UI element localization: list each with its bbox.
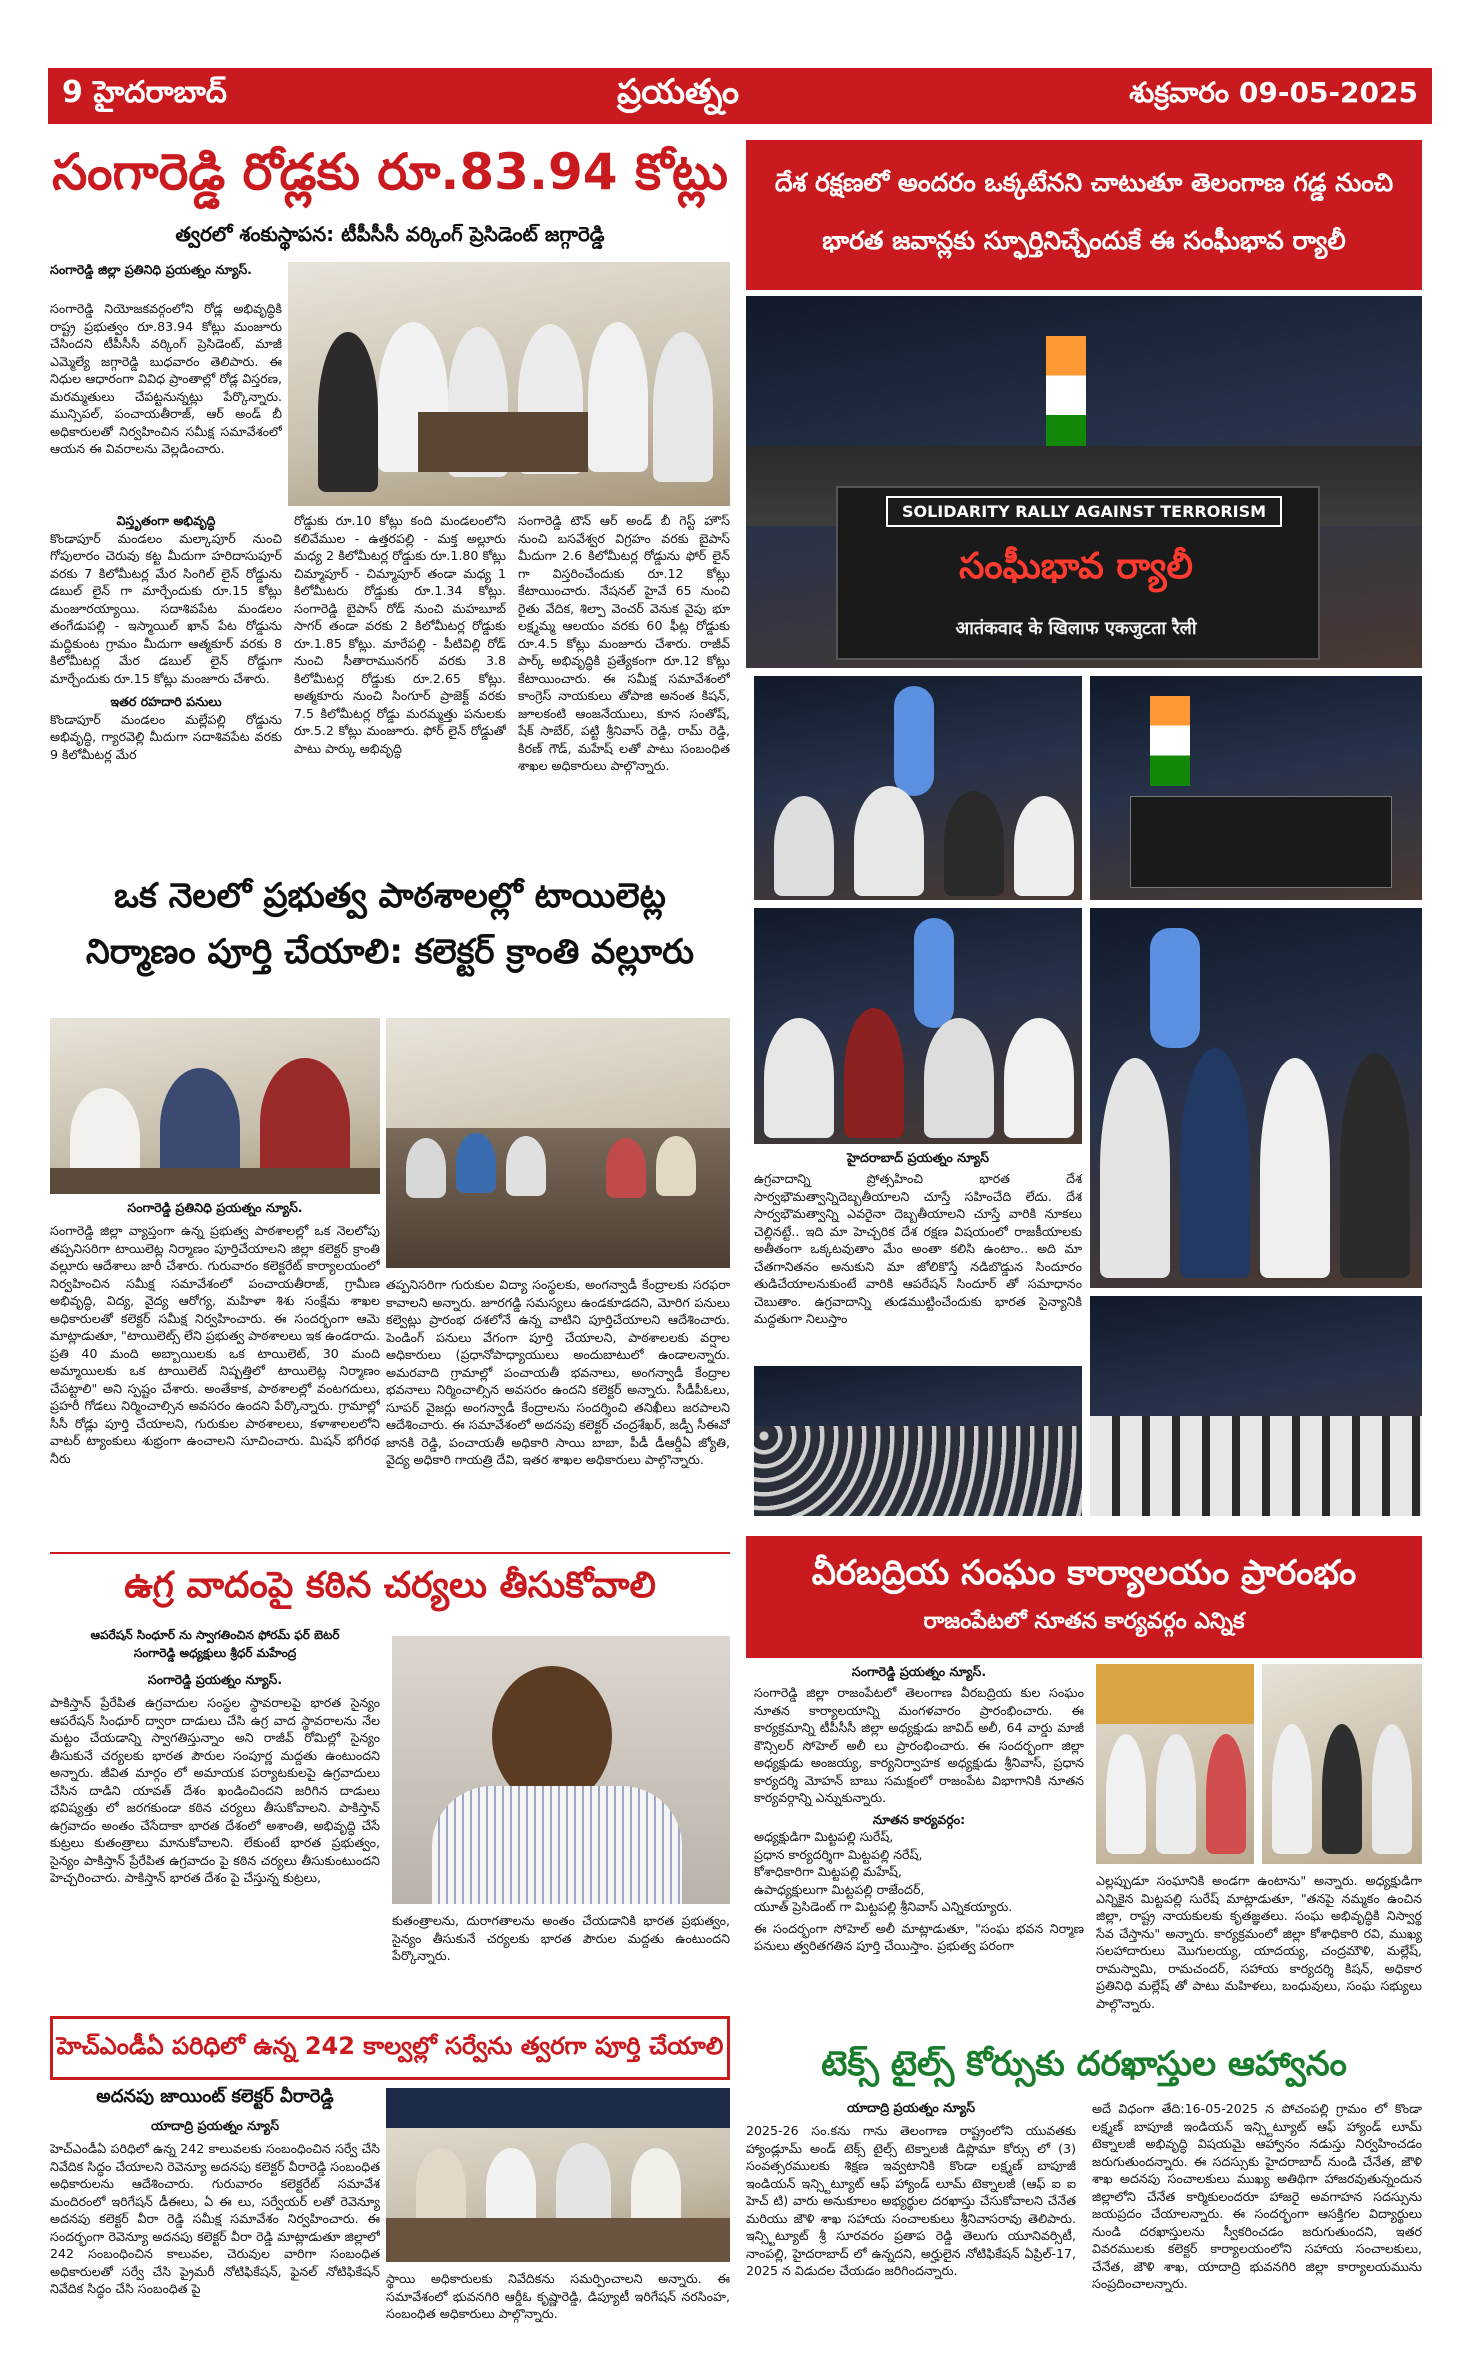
- story4-col1: హెచ్ఎండీఏ పరిధిలో ఉన్న 242 కాలువలకు సంబంధించిన సర్వే చేసి నివేదిక సిద్ధం చేయాలని రెవెన్యూ అదనపు కలెక్టర్ వీరారెడ్డి సంబంధిత అధికారులను ఆదేశించారు. గురువారం కలెక్టరేట్ సమావేశ మందిరంలో ఇరిగేషన్ డీఈలు, ఏ ఈ లు, సర్వేయర్ లతో రెవెన్యూ అదనపు కలెక్టర్ వీరా రెడ్డి సమీక్ష సమావేశం నిర్వహించారు. ఈ సందర్భంగా రెవెన్యూ అదనపు కలెక్టర్ వీరా రెడ్డి మాట్లాడుతూ జిల్లాలో 242 సంబంధించిన కాలువల, చెరువుల వారిగా సంబంధిత అధికారులతో సర్వే చేసి ప్రైమరీ నోటిఫికేషన్, ఫైనల్ నోటిఫికేషన్ నివేదిక సిద్ధం చేసి సంబంధిత పై: [50, 2141, 380, 2296]
- story6-col2: ఎల్లప్పుడూ సంఘానికి అండగా ఉంటాను" అన్నారు. అధ్యక్షుడిగా ఎన్నికైన మిట్టపల్లి సురేష్ మాట్లాడుతూ, "తనపై నమ్మకం ఉంచిన జిల్లా, రాష్ట్ర నాయకులకు కృతజ్ఞతలు. సంఘ అభివృద్ధికి నిస్వార్థ సేవ చేస్తాను" అన్నారు. కార్యక్రమంలో జిల్లా కోశాధికారి రవి, ముఖ్య సలహాదారులు మొగులయ్య, యాదయ్య, చంద్రమౌళి, మల్లేష్, రామస్వామి, రామచందర్, సహాయ కార్యదర్శి కిషన్, అధికార ప్రతినిధి మల్లేష్ తో పాటు మహిళలు, బంధువులు, సంఘ సభ్యులు పాల్గొన్నారు.: [1096, 1873, 1422, 2011]
- story5-main-rally-photo: [746, 296, 1422, 668]
- story5-headline-2: భారత జవాన్లకు స్ఫూర్తినిచ్చేందుకే ఈ సంఘీభావ ర్యాలీ: [822, 226, 1346, 255]
- story6-col1: [754, 1684, 1084, 2024]
- story7-col2: అదే విధంగా తేది:16-05-2025 న పోచంపల్లి గ్రామం లో కొండా లక్ష్మణ్ బాపూజీ ఇండియన్ ఇన్స్టిట్యూట్ ఆఫ్ హ్యాండ్ లూమ్ టెక్నాలజీ అభివృద్ధి విషయమై ఆహ్వానం నడుస్తు నిర్వహించడం జరుగుతుందన్నారు. ఈ సదస్సుకు హైదరాబాద్ నుండి చేనేత, జౌళి శాఖ అదనపు సంచాలకులు ముఖ్య అతిథిగా హాజరవుతున్నందున జిల్లాలోని చేనేత కార్మికులందరూ హాజరై అవగాహన సదస్సును జయప్రదం చేయాలన్నారు. ఈ సందర్భంగా ఆసక్తిగల విద్యార్థులు నుండి దరఖాస్తులను స్వీకరించడం జరుగుతుందని, ఇతర వివరములకు కలెక్టర్ కార్యాలయంలోని సహాయ సంచాలకులు, చేనేత, జౌళి శాఖ, యాదాద్రి భువనగిరి జిల్లా కార్యాలయమును సంప్రదించాలన్నారు.: [1092, 2101, 1422, 2291]
- issue-date: శుక్రవారం 09-05-2025: [1129, 76, 1418, 109]
- story5-headline-1: దేశ రక్షణలో అందరం ఒక్కటేనని చాటుతూ తెలంగాణ గడ్డ నుంచి: [774, 168, 1394, 197]
- story6-inauguration-photo-2: [1262, 1664, 1422, 1864]
- story6-list-item-1: ప్రధాన కార్యదర్శిగా మిట్టపల్లి నరేష్,: [754, 1846, 923, 1862]
- story5-rally-photo-5: [1090, 908, 1422, 1288]
- story5-crowd-photo: [754, 1366, 1082, 1516]
- story6-c1b-text: ఈ సందర్భంగా సోహెల్ అలీ మాట్లాడుతూ, "సంఘ భవన నిర్మాణ పనులు త్వరితగతిన పూర్తి చేయిస్తాం. ప్రభుత్వ పరంగా: [754, 1920, 1084, 1953]
- story6-subhead: రాజంపేటలో నూతన కార్యవర్గం ఎన్నిక: [923, 1609, 1245, 1634]
- story6-byline: సంగారెడ్డి ప్రయత్నం న్యూస్.: [851, 1664, 987, 1679]
- story1-lead: సంగారెడ్డి నియోజకవర్గంలోని రోడ్ల అభివృద్ధికి రాష్ట్ర ప్రభుత్వం రూ.83.94 కోట్లు మంజూరు చేసిందని టీపీసీసీ వర్కింగ్ ప్రెసిడెంట్, మాజీ ఎమ్మెల్యే జగ్గారెడ్డి బుధవారం తెలిపారు. ఈ నిధుల ఆధారంగా వివిధ ప్రాంతాల్లో రోడ్ల విస్తరణ, మరమ్మతులు చేపట్టనున్నట్లు పేర్కొన్నారు. మున్సిపల్, పంచాయతీరాజ్, ఆర్ అండ్ బీ అధికారులతో నిర్వహించిన సమీక్ష సమావేశంలో ఆయన ఈ వివరాలను వెల్లడించారు.: [50, 301, 282, 456]
- story3-byline: సంగారెడ్డి ప్రయత్నం న్యూస్.: [147, 1672, 283, 1687]
- story1-meeting-photo: [288, 262, 730, 506]
- story6-headline-box: [746, 1536, 1422, 1658]
- story6-list-title: నూతన కార్యవర్గం:: [872, 1811, 966, 1827]
- story6-list-item-0: అధ్యక్షుడిగా మిట్టపల్లి సురేష్,: [754, 1829, 894, 1844]
- story6-list-item-2: కోశాధికారిగా మిట్టపల్లి మహేష్,: [754, 1864, 902, 1879]
- story6-inauguration-photo-1: [1096, 1664, 1254, 1864]
- story5-headline-box: [746, 140, 1422, 290]
- story2-headline-1: ఒక నెలలో ప్రభుత్వ పాఠశాలల్లో టాయిలెట్ల: [114, 876, 666, 916]
- story1-c1b-text: కొండాపూర్ మండలం మల్లేపల్లి రోడ్డును అభివృద్ధి, గ్యారవెల్లి మీదుగా సదాశివపేట వరకు 9 కిలోమీటర్ల మేర: [50, 711, 282, 762]
- story2-col2: తప్పనిసరిగా గురుకుల విద్యా సంస్థలకు, అంగన్వాడీ కేంద్రాలకు సరఫరా కావాలని అన్నారు. జూరగడ్డి సమస్యలు ఉండకూడదని, మోరిగ పనులు కల్వెట్లు ప్రారంభ దశలోనే ఉన్న వాటిని పూర్తిచేయాలని ఆదేశించారు. పెండింగ్ పనులు వేగంగా పూర్తి చేయాలని, పాఠశాలలకు వర్షాల అధికారులు (ప్రధానోపాధ్యాయులు అందుబాటులో ఉండాలన్నారు. అమరవాది గ్రామాల్లో పంచాయతీ భవనాలు, అంగన్వాడీ కేంద్రాల భవనాలు నిర్మించాల్సిన అవసరం ఉందని కలెక్టర్ అన్నారు. సీడీపీఓలు, సూపర్ వైజర్లు అంగన్వాడీ కేంద్రాలను సందర్శించి తనిఖీలు జరపాలని ఆదేశించారు. ఈ సమావేశంలో అదనపు కలెక్టర్ చంద్రశేఖర్, జడ్పీ సీఈవో జానకి రెడ్డి, పంచాయతీ అధికారి సాయి బాబా, పీడీ డీఆర్డీఏ జ్యోతి, వైద్య అధికారి గాయత్రి దేవి, ఇతర శాఖల అధికారులు పాల్గొన్నారు.: [386, 1277, 730, 1467]
- story1-byline: సంగారెడ్డి జిల్లా ప్రతినిధి ప్రయత్నం న్యూస్.: [50, 262, 252, 277]
- story4-subhead: అదనపు జాయింట్ కలెక్టర్ వీరారెడ్డి: [96, 2086, 334, 2107]
- story6-list-item-4: యూత్ ప్రెసిడెంట్ గా మిట్టపల్లి శ్రీనివాస్ ఎన్నికయ్యారు.: [754, 1899, 1013, 1914]
- story5-group-photo: [1090, 1296, 1422, 1516]
- story5-rally-photo-2: [754, 676, 1082, 900]
- story3-headline: ఉగ్ర వాదంపై కఠిన చర్యలు తీసుకోవాలి: [124, 1565, 656, 1606]
- story2-meeting-hall-photo: [386, 1018, 730, 1268]
- story3-portrait-photo: [392, 1636, 730, 1904]
- story5-rally-photo-4: [754, 908, 1082, 1144]
- story4-review-photo: [386, 2088, 730, 2262]
- story2-byline: సంగారెడ్డి ప్రతినిధి ప్రయత్నం న్యూస్.: [127, 1200, 303, 1215]
- story3-sub2: సంగారెడ్డి అధ్యక్షులు శ్రీధర్ మహేంద్ర: [133, 1646, 297, 1660]
- story1-col2: రోడ్డుకు రూ.10 కోట్లు కంది మండలంలోని కలివేముల - ఉత్తరపల్లి - మక్త అల్లూరు మధ్య 2 కిలోమీటర్ల రోడ్డుకు రూ.1.80 కోట్లు చిమ్మాపూర్ - చిమ్మాపూర్ తండా మధ్య 1 కిలోమీటరు రోడ్డుకు రూ.1.34 కోట్లు. సంగారెడ్డి బైపాస్ రోడ్ నుంచి మహబూబ్ సాగర్ తండా వరకు 2 కిలోమీటర్ల రోడ్డుకు రూ.1.85 కోట్లు. మారేపల్లి - పీటివిల్లి రోడ్ నుంచి సీతారామునగర్ వరకు 3.8 కిలోమీటర్ల రోడ్డుకు రూ.2.65 కోట్లు. అత్మకూరు నుంచి సింగూర్ ప్రాజెక్ట్ వరకు 7.5 కిలోమీటర్ల రోడ్డు మరమ్మత్తు పనులకు రూ.5.2 కోట్లు మంజూరు. ఫోర్ లైన్ రోడ్డుతో పాటు పార్కు అభివృద్ధి: [294, 513, 506, 756]
- story4-byline: యాదాద్రి ప్రయత్నం న్యూస్: [150, 2118, 280, 2133]
- story4-caption: స్థాయి అధికారులకు నివేదికను సమర్పించాలని అన్నారు. ఈ సమావేశంలో భువనగిరి ఆర్డీఓ కృష్ణారెడ్డి, డిప్యూటీ ఇరిగేషన్ నరసింహ, సంబంధిత అధికారులు పాల్గొన్నారు.: [386, 2271, 730, 2321]
- story2-headline-2: నిర్మాణం పూర్తి చేయాలి: కలెక్టర్ క్రాంతి వల్లూరు: [85, 932, 695, 972]
- story6-c1-text: సంగారెడ్డి జిల్లా రాజంపేటలో తెలంగాణ వీరబద్రియ కుల సంఘం నూతన కార్యాలయాన్ని మంగళవారం ప్రారంభించారు. ఈ కార్యక్రమాన్ని టీపీసీసీ జిల్లా అధ్యక్షుడు జావిద్ అలీ, 64 వార్డు మాజీ కౌన్సిలర్ సోహెల్ అలీ లు ప్రారంభించారు. ఈ సందర్భంగా జిల్లా అధ్యక్షుడు అంజయ్య, కార్యనిర్వాహక అధ్యక్షుడు శ్రీనివాస్, ప్రధాన కార్యదర్శి మోహన్ బాబు సమక్షంలో రాజంపేట విభాగానికి నూతన కార్యవర్గాన్ని ఎన్నుకున్నారు.: [754, 1685, 1084, 1805]
- story1-c1-heading: విస్తృతంగా అభివృద్ధి: [116, 513, 216, 528]
- story3-caption: కుతంత్రాలను, దురాగతాలను అంతం చేయడానికి భారత ప్రభుత్వం, సైన్యం తీసుకునే చర్యలకు భారత పౌరుల మద్దతు ఉంటుందని పేర్కొన్నారు.: [392, 1913, 730, 1963]
- story3-sub1: ఆపరేషన్ సింధూర్ ను స్వాగతించిన ఫోరమ్ ఫర్ బెటర్: [90, 1628, 340, 1642]
- story7-headline: టెక్స్ టైల్స్ కోర్సుకు దరఖాస్తుల ఆహ్వానం: [821, 2044, 1347, 2084]
- story2-col1: సంగారెడ్డి జిల్లా వ్యాప్తంగా ఉన్న ప్రభుత్వ పాఠశాలల్లో ఒక నెలలోపు తప్పనిసరిగా టాయిలెట్ల నిర్మాణం పూర్తిచేయాలని జిల్లా కలెక్టర్ క్రాంతి వల్లూరు ఆదేశాలు జారీ చేశారు. గురువారం కలెక్టరేట్ కార్యాలయంలో నిర్వహించిన సమీక్ష సమావేశంలో పంచాయతీరాజ్, గ్రామీణ అభివృద్ధి, విద్య, వైద్య ఆరోగ్య, మహిళా శిశు సంక్షేమ శాఖల అధికారులతో కలెక్టర్ సమీక్ష నిర్వహించారు. ఈ సందర్భంగా ఆమె మాట్లాడుతూ, "టాయిలెట్స్ లేని ప్రభుత్వ పాఠశాలలు ఇక ఉండరాదు. ప్రతి 40 మంది అబ్బాయిలకు ఒక టాయిలెట్, 30 మంది అమ్మాయిలకు ఒక టాయిలెట్ నిష్పత్తిలో టాయిలెట్ల నిర్మాణం చేపట్టాలి" అని స్పష్టం చేశారు. అంతేకాక, పాఠశాలల్లో వంటగదులు, ప్రహరీ గోడలు నిర్మించాల్సిన అవసరం ఉందని పేర్కొన్నారు. గ్రామాల్లో సీసీ రోడ్లు పూర్తి చేయాలని, గురుకుల పాఠశాలలు, కళాశాలలలోని వాటర్ ట్యాంకులు శుభ్రంగా ఉంచాలని సూచించారు. మిషన్ భగీరథ నీరు: [50, 1223, 380, 1466]
- story1-c1-text: కొండాపూర్ మండలం మల్కాపూర్ నుంచి గోపులారం చెరువు కట్ట మీదుగా హరిదాసుపూర్ వరకు 7 కిలోమీటర్ల మేర సింగిల్ లైన్ రోడ్డును డబుల్ లైన్ గా మార్చేందుకు రూ.15 కోట్లు మంజూరయ్యాయి. సదాశివపేట మండలం తంగేడుపల్లి - ఇస్మాయిల్ ఖాన్ పేట రోడ్డును మద్దికుంట గ్రామం మీదుగా ఆత్మకూర్ వరకు 8 కిలోమీటర్ల మేర డబుల్ లైన్ రోడ్డుగా మార్చేందుకు రూ.15 కోట్లు మంజూరు చేశారు.: [50, 530, 282, 686]
- story5-byline: హైదరాబాద్ ప్రయత్నం న్యూస్: [847, 1150, 989, 1165]
- story1-subhead: త్వరలో శంకుస్థాపన: టీపీసీసీ వర్కింగ్ ప్రెసిడెంట్ జగ్గారెడ్డి: [175, 222, 605, 246]
- story5-rally-photo-3: [1090, 676, 1422, 900]
- story1-col1: [50, 512, 282, 852]
- story6-list-item-3: ఉపాధ్యక్షులుగా మిట్టపల్లి రాజేందర్,: [754, 1881, 925, 1897]
- story5-banner-te: సంఘీభావ ర్యాలీ: [959, 546, 1193, 587]
- story7-byline: యాదాద్రి ప్రయత్నం న్యూస్: [846, 2100, 976, 2115]
- story5-banner-hi: आतंकवाद के खिलाफ एकजुटता रैली: [955, 618, 1197, 639]
- story5-text: ఉగ్రవాదాన్ని ప్రోత్సహించి భారత దేశ సార్వభౌమత్వాన్నిదెబ్బతీయాలని చూస్తే సహించేది లేదు. దేశ సార్వభౌమత్వాన్ని ఎవరైనా దెబ్బతీయాలని చూస్తే వారికి నూకలు చెల్లినట్టే.. ఇది మా హెచ్చరిక దేశ రక్షణ విషయంలో రాజకీయాలకు అతీతంగా ఒక్కటవుతాం మేం అంతా కలిసి ఉంటాం.. అది మా చేతగానితనం అనుకుని మా జోలికొస్తే నడిబొడ్డున సిందూరం తుడిచేయాలనుకుంటే వారికి ఆపరేషన్ సిందూర్ తో సమాధానం చెబుతాం. ఉగ్రవాదాన్ని తుడముట్టించేందుకు భారత సైన్యానికి మద్దతుగా నిలుస్తాం: [754, 1171, 1082, 1326]
- story2-divider: [50, 1552, 730, 1554]
- story4-headline: హెచ్ఎండీఏ పరిధిలో ఉన్న 242 కాల్వల్లో సర్వేను త్వరగా పూర్తి చేయాలి: [56, 2032, 724, 2060]
- story2-collector-photo: [50, 1018, 380, 1194]
- story3-col1: పాకిస్తాన్ ప్రేరేపిత ఉగ్రవాదుల సంస్థల స్థావరాలపై భారత సైన్యం ఆపరేషన్ సింధూర్ ద్వారా దాడులు చేసి ఉగ్ర వాద స్థావరాలను నేల మట్టం చేయడాన్ని స్వాగతిస్తున్నాం అని రాజీవ్ రోమిల్లో సైన్యం తీసుకునే చర్యలకు భారత పౌరుల సంపూర్ణ మద్దతు ఉంటుందని అన్నారు. జీవిత మార్గం లో అమాయక పర్యాటకులపై ఉగ్రవాదులు చేసిన దాడిని యావత్ దేశం ఖండించిందని జరిగిన దాడులు భవిష్యత్తు లో జరగకుండా కఠిన చర్యలు తీసుకోవాలని. పాకిస్తాన్ ఉగ్రవాదం అంతం చేసేదాకా భారత దేశంలో అశాంతి, అభివృద్ధి చేసే కుట్రలు కుతంత్రాలు మానుకోవాలని. లేకుంటే భారత ప్రభుత్వం, సైన్యం పాకిస్తాన్ ప్రేరేపిత ఉగ్రవాదం పై కఠిన చర్యలు తీసుకుంటుందని హెచ్చరించారు. పాకిస్తాన్ భారత దేశం పై చేస్తున్న కుట్రలు,: [50, 1695, 380, 1885]
- story6-headline: వీరబద్రియ సంఘం కార్యాలయం ప్రారంభం: [811, 1553, 1357, 1593]
- story1-col3: సంగారెడ్డి టౌన్ ఆర్ అండ్ బీ గెస్ట్ హౌస్ నుంచి బసవేశ్వర విగ్రహం వరకు బైపాస్ మీదుగా 2.6 కిలోమీటర్ల రోడ్డును ఫోర్ లైన్ గా విస్తరించేందుకు రూ.12 కోట్లు కేటాయించారు. నేషనల్ హైవే 65 నుంచి రైతు వేదిక, శిల్పా వెంచర్ వెనుక వైపు భూ లక్ష్మమ్మ ఆలయం వరకు 60 ఫీట్ల రోడ్డుకు రూ.4.5 కోట్లు మంజూరు చేశారు. రాజీవ్ పార్క్ అభివృద్ధికి ప్రత్యేకంగా రూ.12 కోట్లు కేటాయించారు. ఈ సమీక్ష సమావేశంలో కాంగ్రెస్ నాయకులు తోపాజి అనంత కిషన్, జూలకంటి ఆంజనేయులు, కూన సంతోష్, షేక్ సాబేర్, పట్టి శ్రీనివాస్ రెడ్డి, రామ్ రెడ్డి, కిరణ్ గౌడ్, మహేష్ లతో పాటు సంబంధిత శాఖల అధికారులు పాల్గొన్నారు.: [518, 513, 730, 773]
- story7-col1: 2025-26 సం.కను గాను తెలంగాణ రాష్ట్రంలోని యువతకు హ్యాండ్లూమ్ అండ్ టెక్స్ టైల్స్ టెక్నాలజీ డిప్లొమా కోర్సు లో (3) సంవత్సరములకు శిక్షణ ఇవ్వటానికి కొండా లక్ష్మణ్ బాపూజీ ఇండియన్ ఇన్స్టిట్యూట్ ఆఫ్ హ్యాండ్ లూమ్ టెక్నాలజీ (ఆఫ్ ఐ ఐ హెచ్ టి) వారు అనుకూలం అభ్యర్థుల దరఖాస్తు చేసుకోవాలని చేనేత మరియు జౌళి శాఖ సహాయ సంచాలకులు శ్రీనివాసరావు తెలిపారు. ఇన్స్టిట్యూట్ శ్రీ సూరవరం ప్రతాప రెడ్డి తెలుగు యూనివర్సిటీ, నాంపల్లి, హైదరాబాద్ లో ఉన్నదని, అర్హులైన నోటిఫికేషన్ ఏప్రిల్-17, 2025 న విడుదల చేయడం జరిగిందన్నారు.: [746, 2123, 1076, 2278]
- story1-headline: సంగారెడ్డి రోడ్లకు రూ.83.94 కోట్లు: [52, 143, 728, 201]
- story1-c1-heading2: ఇతర రహదారి పనులు: [110, 694, 222, 709]
- page-label: 9 హైదరాబాద్: [62, 75, 227, 110]
- story5-banner-en: SOLIDARITY RALLY AGAINST TERRORISM: [886, 496, 1282, 527]
- masthead: [48, 68, 1432, 124]
- paper-name: ప్రయత్నం: [617, 72, 740, 112]
